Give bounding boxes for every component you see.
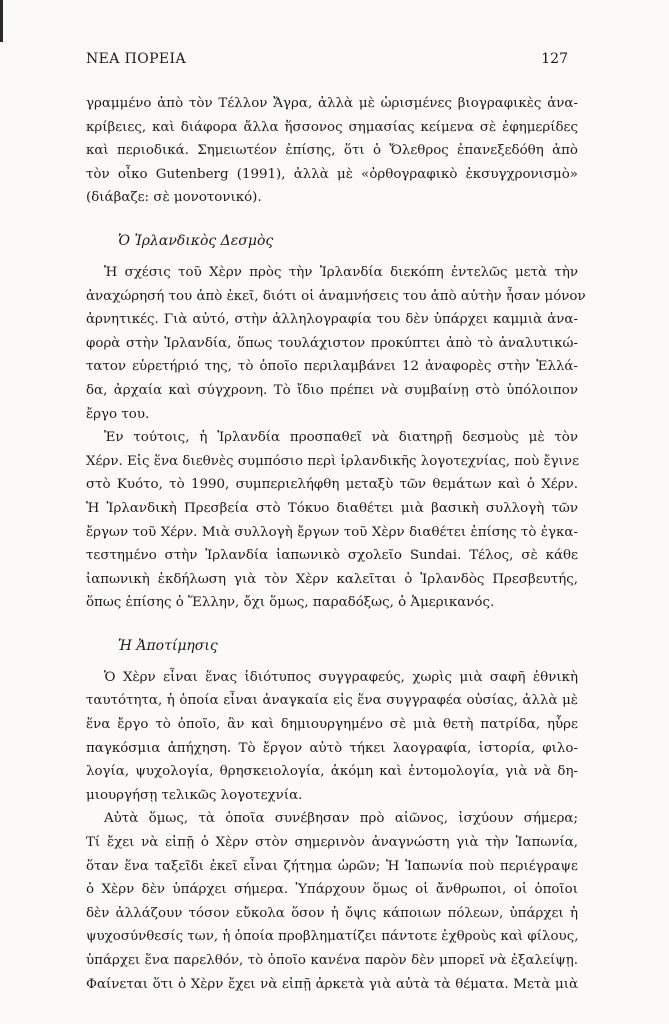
text-line: φορὰ στὴν Ἰρλανδία, ὅπως τουλάχιστον προκύπτει ἀπὸ τὸ ἀναλυτικώ- [86, 335, 578, 351]
text-line: δὲν ἀλλάζουν τόσον εὔκολα ὅσον ἡ ὄψις κάποιων πόλεων, ὑπάρχει ἡ [86, 905, 578, 921]
text-line: ὅπως ἐπίσης ὁ Ἕλλην, ὄχι ὅμως, παραδόξως, ὁ Ἀμερικανός. [86, 595, 495, 611]
paragraph [86, 807, 578, 996]
text-line: ὁ Χὲρν δὲν ὑπάρχει σήμερα. Ὑπάρχουν ὅμως οἱ ἄνθρωποι, οἱ ὁποῖοι [86, 882, 578, 898]
text-line: μιουργήσῃ τελικῶς λογοτεχνία. [86, 787, 303, 803]
text-line: Ἡ σχέσις τοῦ Χὲρν πρὸς τὴν Ἰρλανδία διεκόπη ἐντελῶς μετὰ τὴν [104, 264, 578, 280]
paragraph [86, 666, 578, 808]
section-heading-assessment: Ἡ Ἀποτίμησις [118, 637, 218, 654]
text-line: κρίβειες, καὶ διάφορα ἄλλα ἥσσονος σημασίας κείμενα σὲ ἐφημερίδες [86, 119, 578, 135]
text-line: Χέρν. Εἰς ἕνα διεθνὲς συμπόσιο περὶ ἰρλανδικῆς λογοτεχνίας, ποὺ ἔγινε [86, 453, 580, 469]
text-line: ὑπάρχει ἕνα παρελθόν, τὸ ὁποῖο κανένα παρὸν δὲν μπορεῖ νὰ ἐξαλείψῃ. [86, 953, 578, 968]
scan-edge-mark [0, 0, 3, 42]
text-line: ὅταν ἕνα ταξεῖδι ἐκεῖ εἶναι ζήτημα ὡρῶν; Ἡ Ἰαπωνία ποὺ περιέγραψε [86, 858, 578, 874]
text-line: ἕνα ἔργο τὸ ὁποῖο, ἂν καὶ δημιουργημένο σὲ μιὰ θετὴ πατρίδα, ηὗρε [86, 717, 578, 733]
running-head: ΝΕΑ ΠΟΡΕΙΑ [86, 51, 186, 67]
text-line: Ἐν τούτοις, ἡ Ἰρλανδία προσπαθεῖ νὰ διατηρῇ δεσμοὺς μὲ τὸν [104, 430, 578, 446]
text-line: ἔργων τοῦ Χέρν. Μιὰ συλλογὴ ἔργων τοῦ Χὲρν διαθέτει ἐπίσης τὸ ἐγκα- [86, 524, 578, 540]
intro-paragraph [86, 92, 578, 210]
text-line: γραμμένο ἀπὸ τὸν Τέλλον Ἄγρα, ἀλλὰ μὲ ὡρισμένες βιογραφικὲς ἀνα- [86, 96, 578, 111]
page-header [86, 51, 568, 73]
text-line: Τί ἔχει νὰ εἰπῇ ὁ Χὲρν στὸν σημερινὸν ἀναγνώστη γιὰ τὴν Ἰαπωνία, [86, 835, 578, 851]
text-line: Φαίνεται ὅτι ὁ Χὲρν ἔχει νὰ εἰπῇ ἀρκετὰ γιὰ αὐτὰ τὰ θέματα. Μετὰ μιὰ [86, 976, 578, 992]
text-line: τεστημένο στὴν Ἰρλανδία ἰαπωνικὸ σχολεῖο Sundai. Τέλος, σὲ κάθε [86, 548, 578, 564]
text-line: ταυτότητα, ἡ ὁποία εἶναι ἀναγκαία εἰς ἕνα συγγραφέα οὐσίας, ἀλλὰ μὲ [86, 693, 578, 709]
text-line: ἀρνητικές. Γιὰ αὐτό, στὴν ἀλληλογραφία του δὲν ὑπάρχει καμμιὰ ἀνα- [86, 312, 578, 328]
text-line: ἰαπωνικὴ ἐκδήλωση γιὰ τὸν Χὲρν καλεῖται ὁ Ἰρλανδὸς Πρεσβευτής, [86, 571, 578, 587]
section-heading-irish-bond: Ὁ Ἰρλανδικὸς Δεσμὸς [118, 232, 274, 249]
page-number: 127 [541, 51, 568, 67]
text-line: ἀναχώρησή του ἀπὸ ἐκεῖ, διότι οἱ ἀναμνήσεις του ἀπὸ αὐτὴν ἦσαν μόνον [86, 288, 586, 304]
text-line: ψυχοσύνθεσίς των, ἡ ὁποία προβληματίζει πάντοτε ἐχθροὺς καὶ φίλους, [86, 929, 579, 945]
text-line: δα, ἀρχαία καὶ σύγχρονη. Τὸ ἴδιο πρέπει νὰ συμβαίνῃ στὸ ὑπόλοιπον [86, 382, 578, 398]
text-line: ἔργο του. [86, 406, 150, 422]
text-line: Αὐτὰ ὅμως, τὰ ὁποῖα συνέβησαν πρὸ αἰῶνος, ἰσχύουν σήμερα; [104, 811, 578, 827]
text-line: τὸν οἶκο Gutenberg (1991), ἀλλὰ μὲ «ὀρθογραφικὸ ἐκσυγχρονισμὸ» [86, 166, 578, 182]
text-line: Ὁ Χὲρν εἶναι ἕνας ἰδιότυπος συγγραφεύς, χωρὶς μιὰ σαφῆ ἐθνικὴ [104, 669, 578, 685]
text-line: τατον εὑρετήριό της, τὸ ὁποῖο περιλαμβάνει 12 ἀναφορὲς στὴν Ἑλλά- [86, 359, 578, 375]
text-line: (διάβαζε: σὲ μονοτονικό). [86, 190, 262, 206]
paragraph [86, 261, 586, 426]
text-line: καὶ περιοδικά. Σημειωτέον ἐπίσης, ὅτι ὁ Ὄλεθρος ἐπανεξεδόθη ἀπὸ [86, 143, 578, 159]
page-body [86, 92, 586, 996]
text-line: λογία, ψυχολογία, θρησκειολογία, ἀκόμη καὶ ἐντομολογία, γιὰ νὰ δη- [86, 764, 578, 780]
text-line: στὸ Κυότο, τὸ 1990, συμπεριελήφθη μεταξὺ τῶν θεμάτων καὶ ὁ Χέρν. [86, 477, 578, 493]
text-line: Ἡ Ἰρλανδικὴ Πρεσβεία στὸ Τόκυο διαθέτει μιὰ βασικὴ συλλογὴ τῶν [86, 500, 578, 516]
text-line: παγκόσμια ἀπήχηση. Τὸ ἔργον αὐτὸ τήκει λαογραφία, ἱστορία, φιλο- [86, 740, 578, 756]
paragraph [86, 426, 578, 615]
